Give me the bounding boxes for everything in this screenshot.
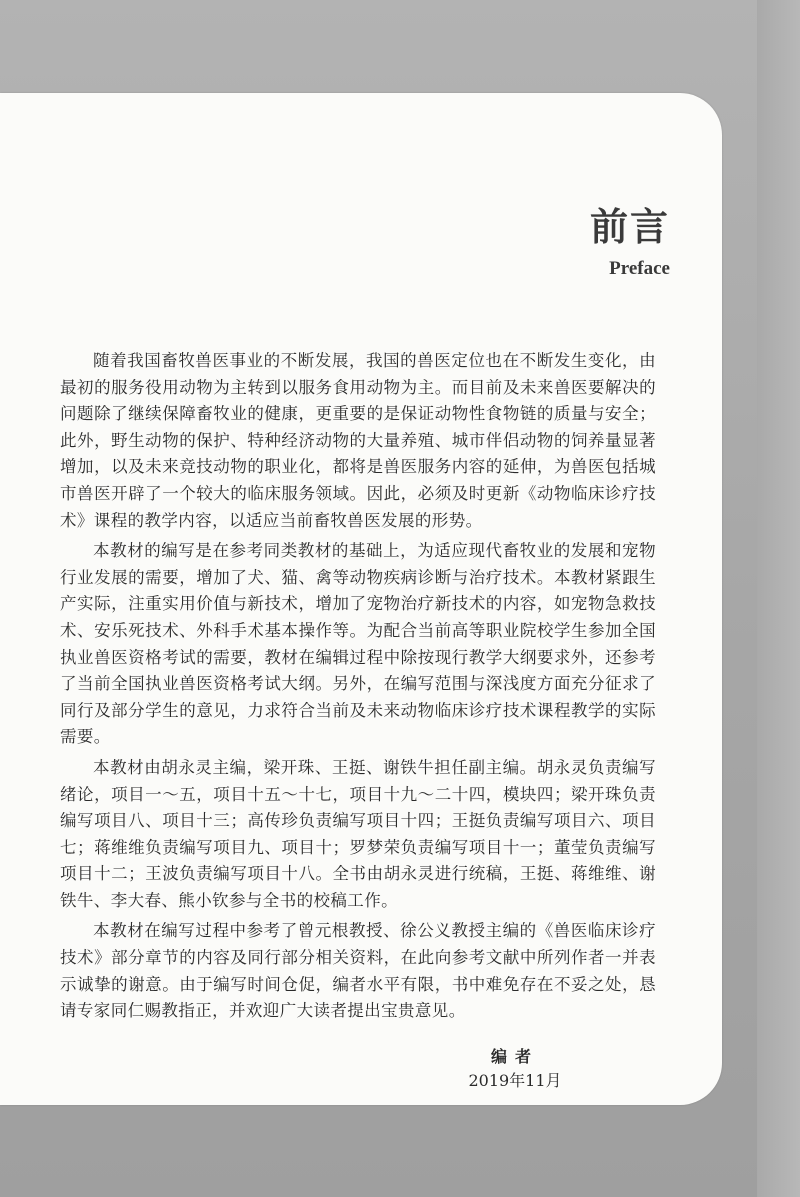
preface-body (60, 348, 656, 1029)
page-title: 前言 (589, 205, 670, 249)
scan-margin (757, 0, 800, 1197)
paragraph: 本教材在编写过程中参考了曾元根教授、徐公义教授主编的《兽医临床诊疗技术》部分章节的内容及同行部分相关资料，在此向参考文献中所列作者一并表示诚挚的谢意。由于编写时间仓促，编者水平有限，书中难免存在不妥之处，恳请专家同仁赐教指正，并欢迎广大读者提出宝贵意见。 (60, 921, 656, 1021)
page-subtitle: Preface (609, 258, 670, 279)
paragraph: 本教材的编写是在参考同类教材的基础上，为适应现代畜牧业的发展和宠物行业发展的需要，增加了犬、猫、禽等动物疾病诊断与治疗技术。本教材紧跟生产实际，注重实用价值与新技术，增加了宠物治疗新技术的内容，如宠物急救技术、安乐死技术、外科手术基本操作等。为配合当前高等职业院校学生参加全国执业兽医资格考试的需要，教材在编辑过程中除按现行教学大纲要求外，还参考了当前全国执业兽医资格考试大纲。另外，在编写范围与深浅度方面充分征求了同行及部分学生的意见，力求符合当前及未来动物临床诊疗技术课程教学的实际需要。 (60, 541, 656, 747)
signature-editor: 编者 (490, 1047, 539, 1066)
paragraph: 随着我国畜牧兽医事业的不断发展，我国的兽医定位也在不断发生变化，由最初的服务役用动物为主转到以服务食用动物为主。而目前及未来兽医要解决的问题除了继续保障畜牧业的健康，更重要的是保证动物性食物链的质量与安全；此外，野生动物的保护、特种经济动物的大量养殖、城市伴侣动物的饲养量显著增加，以及未来竞技动物的职业化，都将是兽医服务内容的延伸，为兽医包括城市兽医开辟了一个较大的临床服务领域。因此，必须及时更新《动物临床诊疗技术》课程的教学内容，以适应当前畜牧兽医发展的形势。 (60, 351, 656, 530)
paragraph: 本教材由胡永灵主编，梁开珠、王挺、谢铁牛担任副主编。胡永灵负责编写绪论，项目一～五，项目十五～十七，项目十九～二十四，模块四；梁开珠负责编写项目八、项目十三；高传珍负责编写项目十四；王挺负责编写项目六、项目七；蒋维维负责编写项目九、项目十；罗梦荣负责编写项目十一；董莹负责编写项目十二；王波负责编写项目十八。全书由胡永灵进行统稿，王挺、蒋维维、谢铁牛、李大春、熊小钦参与全书的校稿工作。 (60, 757, 656, 910)
signature-block (450, 1045, 580, 1093)
signature-date: 2019年11月 (468, 1071, 562, 1090)
page-sheet (0, 93, 722, 1105)
